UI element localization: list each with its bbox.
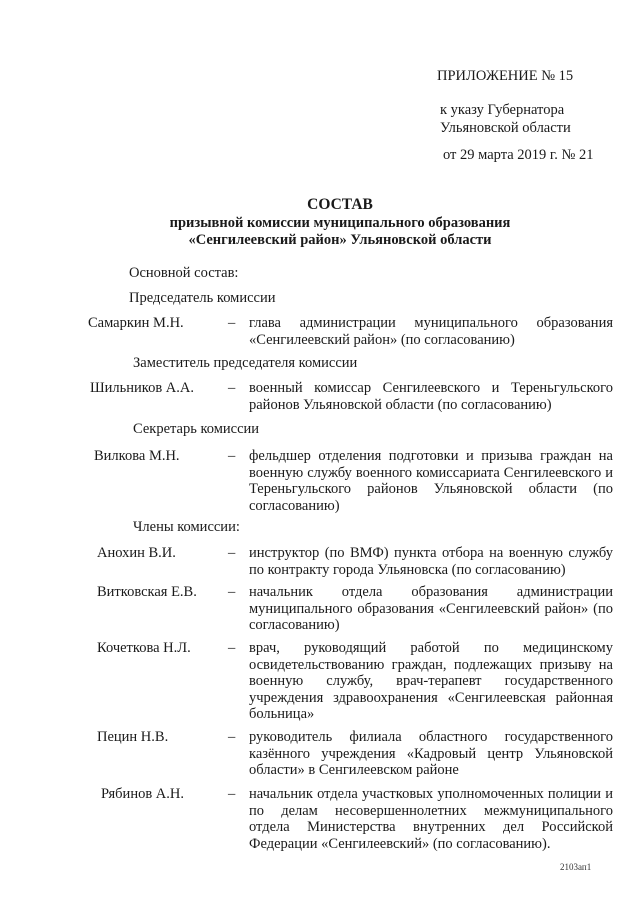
appendix-number: ПРИЛОЖЕНИЕ № 15	[437, 68, 574, 84]
decree-date: от 29 марта 2019 г. № 21	[443, 147, 594, 163]
member-name: Рябинов А.Н.	[101, 786, 184, 802]
section-members: Члены комиссии:	[133, 519, 240, 535]
dash: –	[228, 545, 236, 561]
dash: –	[228, 584, 236, 600]
member-description: военный комиссар Сенгилеевского и Тереньгульского районов Ульяновской области (по согласованию)	[249, 380, 613, 413]
section-main: Основной состав:	[129, 265, 239, 281]
decree-line-2: Ульяновской области	[440, 120, 571, 136]
dash: –	[228, 729, 236, 745]
member-name: Самаркин М.Н.	[88, 315, 184, 331]
member-description: руководитель филиала областного государственного казённого учреждения «Кадровый центр Ульяновской области» в Сенгилеевском районе	[249, 729, 613, 778]
member-name: Шильников А.А.	[90, 380, 194, 396]
member-description: врач, руководящий работой по медицинскому освидетельствованию граждан, подлежащих призыву на военную службу, врач-терапевт государственного учреждения здравоохранения «Сенгилеевская районная больница»	[249, 640, 613, 722]
member-name: Витковская Е.В.	[97, 584, 197, 600]
dash: –	[228, 786, 236, 802]
decree-line-1: к указу Губернатора	[440, 102, 565, 118]
dash: –	[228, 315, 236, 331]
dash: –	[228, 640, 236, 656]
dash: –	[228, 380, 236, 396]
member-description: глава администрации муниципального образования «Сенгилеевский район» (по согласованию)	[249, 315, 613, 348]
document-subtitle-1: призывной комиссии муниципального образования	[169, 215, 511, 231]
member-description: инструктор (по ВМФ) пункта отбора на военную службу по контракту города Ульяновска (по согласованию)	[249, 545, 613, 578]
section-deputy: Заместитель председателя комиссии	[133, 355, 358, 371]
member-name: Анохин В.И.	[97, 545, 176, 561]
section-secretary: Секретарь комиссии	[133, 421, 260, 437]
section-chair: Председатель комиссии	[129, 290, 276, 306]
member-name: Пецин Н.В.	[97, 729, 169, 745]
dash: –	[228, 448, 236, 464]
document-code: 2103ап1	[560, 862, 592, 872]
member-description: начальник отдела образования администрации муниципального образования «Сенгилеевский район» (по согласованию)	[249, 584, 613, 633]
member-description: фельдшер отделения подготовки и призыва граждан на военную службу военного комиссариата Сенгилеевского и Тереньгульского районов Ульяновской области (по согласованию)	[249, 448, 613, 514]
member-name: Вилкова М.Н.	[94, 448, 180, 464]
document-subtitle-2: «Сенгилеевский район» Ульяновской области	[188, 232, 492, 248]
member-description: начальник отдела участковых уполномоченных полиции и по делам несовершеннолетних межмуниципального отдела Министерства внутренних дел Российской Федерации «Сенгилеевский» (по согласованию).	[249, 786, 613, 852]
document-title: СОСТАВ	[307, 196, 373, 213]
member-name: Кочеткова Н.Л.	[97, 640, 191, 656]
